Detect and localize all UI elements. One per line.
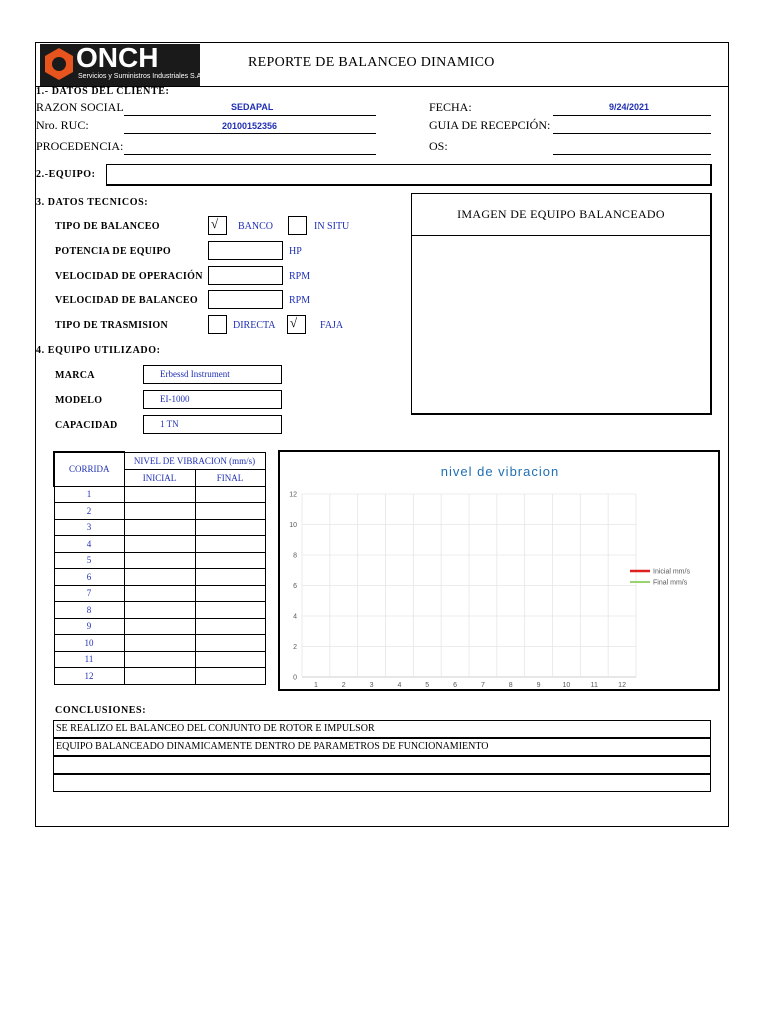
x-tick-label: 7 (480, 682, 485, 689)
table-row (54, 585, 265, 602)
fecha-underline (553, 115, 711, 116)
os-label: OS: (429, 139, 448, 153)
inicial-cell[interactable] (124, 602, 195, 619)
final-cell[interactable] (195, 585, 265, 602)
chart-title: nivel de vibracion (440, 464, 560, 479)
final-cell[interactable] (195, 503, 265, 520)
hex-nut-icon (44, 47, 74, 81)
y-tick-label: 8 (293, 552, 297, 560)
final-cell[interactable] (195, 552, 265, 569)
table-row (54, 618, 265, 635)
equipment-image-box[interactable] (411, 193, 712, 415)
report-title: REPORTE DE BALANCEO DINAMICO (248, 55, 495, 70)
razon-social-underline (124, 115, 376, 116)
guia-underline (553, 133, 711, 134)
table-row (54, 486, 265, 503)
table-row (54, 635, 265, 652)
conclusiones-title: CONCLUSIONES: (55, 705, 147, 716)
x-tick-label: 5 (425, 682, 430, 689)
x-tick-label: 3 (369, 682, 374, 689)
y-tick-label: 0 (293, 674, 297, 682)
final-cell[interactable] (195, 536, 265, 553)
razon-social-label: RAZON SOCIAL (36, 100, 124, 114)
modelo-field[interactable]: EI-1000 (143, 390, 282, 409)
final-cell[interactable] (195, 668, 265, 685)
corrida-cell: 12 (54, 668, 124, 685)
table-row (54, 569, 265, 586)
inicial-cell[interactable] (124, 486, 195, 503)
conclusion-line[interactable] (53, 756, 711, 774)
y-tick-label: 10 (289, 522, 297, 529)
inicial-cell[interactable] (124, 536, 195, 553)
table-row (54, 519, 265, 536)
guia-label: GUIA DE RECEPCIÓN: (429, 118, 551, 132)
vel-balanceo-field[interactable] (208, 290, 283, 309)
chart-legend (630, 569, 690, 587)
final-cell[interactable] (195, 519, 265, 536)
fecha-value[interactable]: 9/24/2021 (609, 102, 650, 112)
faja-label: FAJA (320, 320, 344, 331)
inicial-cell[interactable] (124, 618, 195, 635)
final-cell[interactable] (195, 618, 265, 635)
y-tick-label: 6 (293, 583, 297, 590)
x-tick-label: 8 (508, 682, 513, 689)
equipo-field[interactable] (106, 164, 712, 186)
x-tick-label: 4 (397, 682, 402, 689)
fecha-label: FECHA: (429, 100, 472, 114)
ruc-underline (124, 133, 376, 134)
inicial-cell[interactable] (124, 651, 195, 668)
inicial-cell[interactable] (124, 552, 195, 569)
procedencia-label: PROCEDENCIA: (36, 139, 124, 153)
table-row (54, 651, 265, 668)
final-cell[interactable] (195, 569, 265, 586)
y-tick-label: 12 (289, 491, 297, 499)
capacidad-field[interactable]: 1 TN (143, 415, 282, 434)
table-row (54, 503, 265, 520)
inicial-header: INICIAL (124, 469, 195, 486)
final-cell[interactable] (195, 651, 265, 668)
potencia-unit: HP (289, 246, 302, 257)
conclusion-line[interactable]: SE REALIZO EL BALANCEO DEL CONJUNTO DE ROTOR E IMPULSOR (53, 720, 711, 738)
banco-label: BANCO (238, 221, 274, 232)
conclusion-line[interactable] (53, 774, 711, 792)
inicial-cell[interactable] (124, 519, 195, 536)
vel-operacion-label: VELOCIDAD DE OPERACIÓN (55, 271, 203, 282)
utilizado-section-title: 4. EQUIPO UTILIZADO: (36, 345, 161, 356)
directa-checkbox[interactable] (208, 315, 227, 334)
corrida-cell: 9 (54, 618, 124, 635)
inicial-cell[interactable] (124, 635, 195, 652)
modelo-label: MODELO (55, 395, 103, 406)
tecnicos-section-title: 3. DATOS TECNICOS: (36, 197, 149, 208)
ruc-value[interactable]: 20100152356 (222, 121, 278, 131)
corrida-cell: 4 (54, 536, 124, 553)
table-row (54, 552, 265, 569)
corrida-cell: 2 (54, 503, 124, 520)
vel-operacion-unit: RPM (289, 271, 311, 282)
equipo-label: 2.-EQUIPO: (36, 169, 96, 180)
x-tick-label: 9 (536, 682, 541, 689)
faja-checkbox[interactable]: √ (287, 315, 306, 334)
chart-x-ticks (314, 682, 626, 689)
inicial-cell[interactable] (124, 585, 195, 602)
ruc-label: Nro. RUC: (36, 118, 89, 132)
chart-y-ticks (289, 492, 297, 682)
y-tick-label: 4 (293, 613, 297, 621)
tipo-balanceo-label: TIPO DE BALANCEO (55, 221, 160, 232)
x-tick-label: 10 (562, 682, 571, 689)
insitu-label: IN SITU (314, 221, 350, 232)
trasmision-label: TIPO DE TRASMISION (55, 320, 169, 331)
final-cell[interactable] (195, 602, 265, 619)
corrida-cell: 8 (54, 602, 124, 619)
legend-label: Inicial mm/s (653, 568, 690, 576)
corrida-cell: 7 (54, 585, 124, 602)
client-section-title: 1.- DATOS DEL CLIENTE: (36, 86, 170, 97)
corrida-header: CORRIDA (54, 452, 124, 486)
table-row (54, 602, 265, 619)
inicial-cell[interactable] (124, 503, 195, 520)
y-tick-label: 2 (293, 644, 297, 651)
equipment-image-title: IMAGEN DE EQUIPO BALANCEADO (412, 194, 710, 236)
vibration-chart-svg (280, 452, 718, 689)
final-cell[interactable] (195, 635, 265, 652)
legend-label: Final mm/s (653, 579, 688, 587)
x-tick-label: 11 (590, 682, 598, 689)
inicial-cell[interactable] (124, 569, 195, 586)
table-row (54, 536, 265, 553)
corrida-cell: 3 (54, 519, 124, 536)
marca-label: MARCA (55, 370, 95, 381)
nivel-header: NIVEL DE VIBRACION (mm/s) (124, 452, 265, 469)
vibration-chart (278, 450, 720, 691)
os-underline (553, 154, 711, 155)
corrida-cell: 10 (54, 635, 124, 652)
corrida-cell: 5 (54, 552, 124, 569)
x-tick-label: 6 (453, 682, 458, 689)
corrida-cell: 1 (54, 486, 124, 503)
razon-social-value[interactable]: SEDAPAL (231, 102, 274, 112)
logo-text: ONCH (76, 42, 159, 73)
vel-balanceo-label: VELOCIDAD DE BALANCEO (55, 295, 198, 306)
chart-grid (302, 494, 636, 677)
directa-label: DIRECTA (233, 320, 276, 331)
potencia-label: POTENCIA DE EQUIPO (55, 246, 171, 257)
x-tick-label: 1 (313, 682, 318, 689)
final-header: FINAL (195, 469, 265, 486)
banco-checkbox[interactable]: √ (208, 216, 227, 235)
x-tick-label: 12 (618, 682, 626, 689)
procedencia-underline (124, 154, 376, 155)
inicial-cell[interactable] (124, 668, 195, 685)
marca-field[interactable]: Erbessd Instrument (143, 365, 282, 384)
insitu-checkbox[interactable] (288, 216, 307, 235)
company-logo (40, 42, 211, 86)
table-row (54, 668, 265, 685)
x-tick-label: 2 (341, 682, 346, 689)
vel-operacion-field[interactable] (208, 266, 283, 285)
corrida-cell: 6 (54, 569, 124, 586)
capacidad-label: CAPACIDAD (55, 420, 118, 431)
vel-balanceo-unit: RPM (289, 295, 311, 306)
corrida-cell: 11 (54, 651, 124, 668)
vibration-table (53, 451, 266, 685)
potencia-field[interactable] (208, 241, 283, 260)
conclusion-line[interactable]: EQUIPO BALANCEADO DINAMICAMENTE DENTRO DE PARAMETROS DE FUNCIONAMIENTO (53, 738, 711, 756)
logo-subtitle: Servicios y Suministros Industriales S.A.C. (78, 73, 211, 80)
final-cell[interactable] (195, 486, 265, 503)
